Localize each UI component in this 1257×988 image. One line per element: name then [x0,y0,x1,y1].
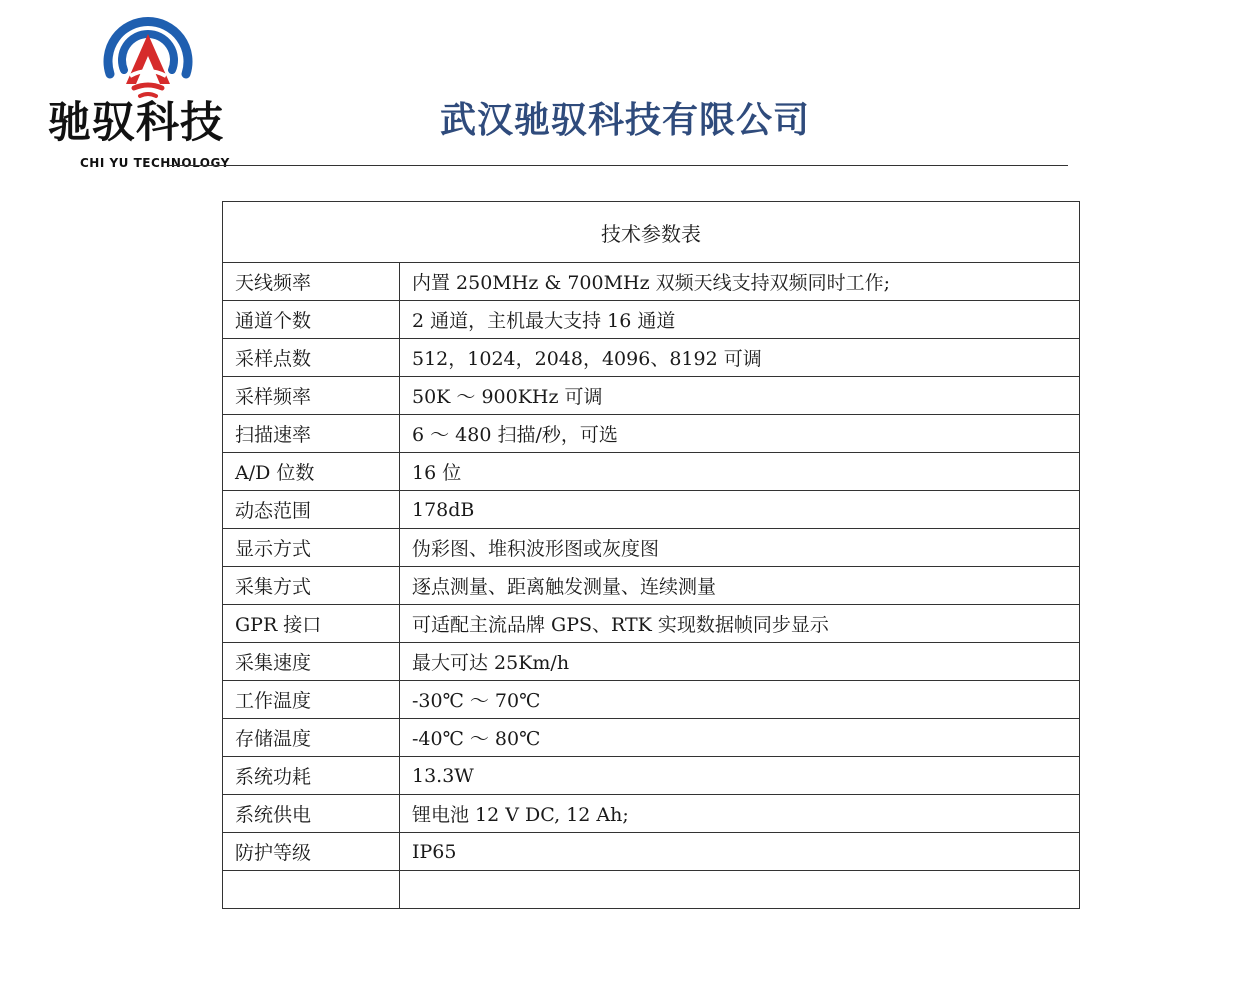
param-value: 13.3W [400,757,1080,795]
table-row [223,681,1080,719]
param-label: 采集方式 [223,567,400,605]
param-label: 采集速度 [223,643,400,681]
table-row [223,415,1080,453]
table-row [223,339,1080,377]
table-caption-row [223,202,1080,263]
radar-signal-logo-icon [100,4,196,100]
param-value: IP65 [400,833,1080,871]
param-label: 通道个数 [223,301,400,339]
param-value: 最大可达 25Km/h [400,643,1080,681]
table-caption: 技术参数表 [223,202,1080,263]
param-label: 天线频率 [223,263,400,301]
spec-table [222,201,1080,909]
param-label: 存储温度 [223,719,400,757]
table-row [223,757,1080,795]
param-value: 逐点测量、距离触发测量、连续测量 [400,567,1080,605]
param-label: 工作温度 [223,681,400,719]
param-value: 可适配主流品牌 GPS、RTK 实现数据帧同步显示 [400,605,1080,643]
table-row [223,643,1080,681]
table-row [223,871,1080,909]
table-row [223,377,1080,415]
header-divider [168,165,1068,166]
param-value: -40℃ ～ 80℃ [400,719,1080,757]
table-row [223,833,1080,871]
param-value [400,871,1080,909]
param-value: 伪彩图、堆积波形图或灰度图 [400,529,1080,567]
company-title: 武汉驰驭科技有限公司 [440,100,811,141]
param-label: GPR 接口 [223,605,400,643]
param-value: -30℃ ～ 70℃ [400,681,1080,719]
table-row [223,491,1080,529]
param-label: 系统供电 [223,795,400,833]
table-row [223,719,1080,757]
param-label: 采样频率 [223,377,400,415]
param-value: 6 ～ 480 扫描/秒，可选 [400,415,1080,453]
table-row [223,605,1080,643]
param-value: 178dB [400,491,1080,529]
table-row [223,529,1080,567]
table-row [223,301,1080,339]
param-label: 采样点数 [223,339,400,377]
param-label [223,871,400,909]
param-label: 防护等级 [223,833,400,871]
param-label: 系统功耗 [223,757,400,795]
param-value: 50K ～ 900KHz 可调 [400,377,1080,415]
table-row [223,567,1080,605]
param-value: 内置 250MHz & 700MHz 双频天线支持双频同时工作; [400,263,1080,301]
brand-name: 驰驭科技 [48,98,224,148]
param-label: A/D 位数 [223,453,400,491]
param-label: 动态范围 [223,491,400,529]
param-label: 显示方式 [223,529,400,567]
param-value: 16 位 [400,453,1080,491]
param-value: 512，1024，2048，4096、8192 可调 [400,339,1080,377]
table-row [223,453,1080,491]
brand-subtitle: CHI YU TECHNOLOGY [80,156,230,170]
param-label: 扫描速率 [223,415,400,453]
table-row [223,795,1080,833]
param-value: 锂电池 12 V DC, 12 Ah; [400,795,1080,833]
company-logo [48,4,258,172]
param-value: 2 通道，主机最大支持 16 通道 [400,301,1080,339]
table-row [223,263,1080,301]
